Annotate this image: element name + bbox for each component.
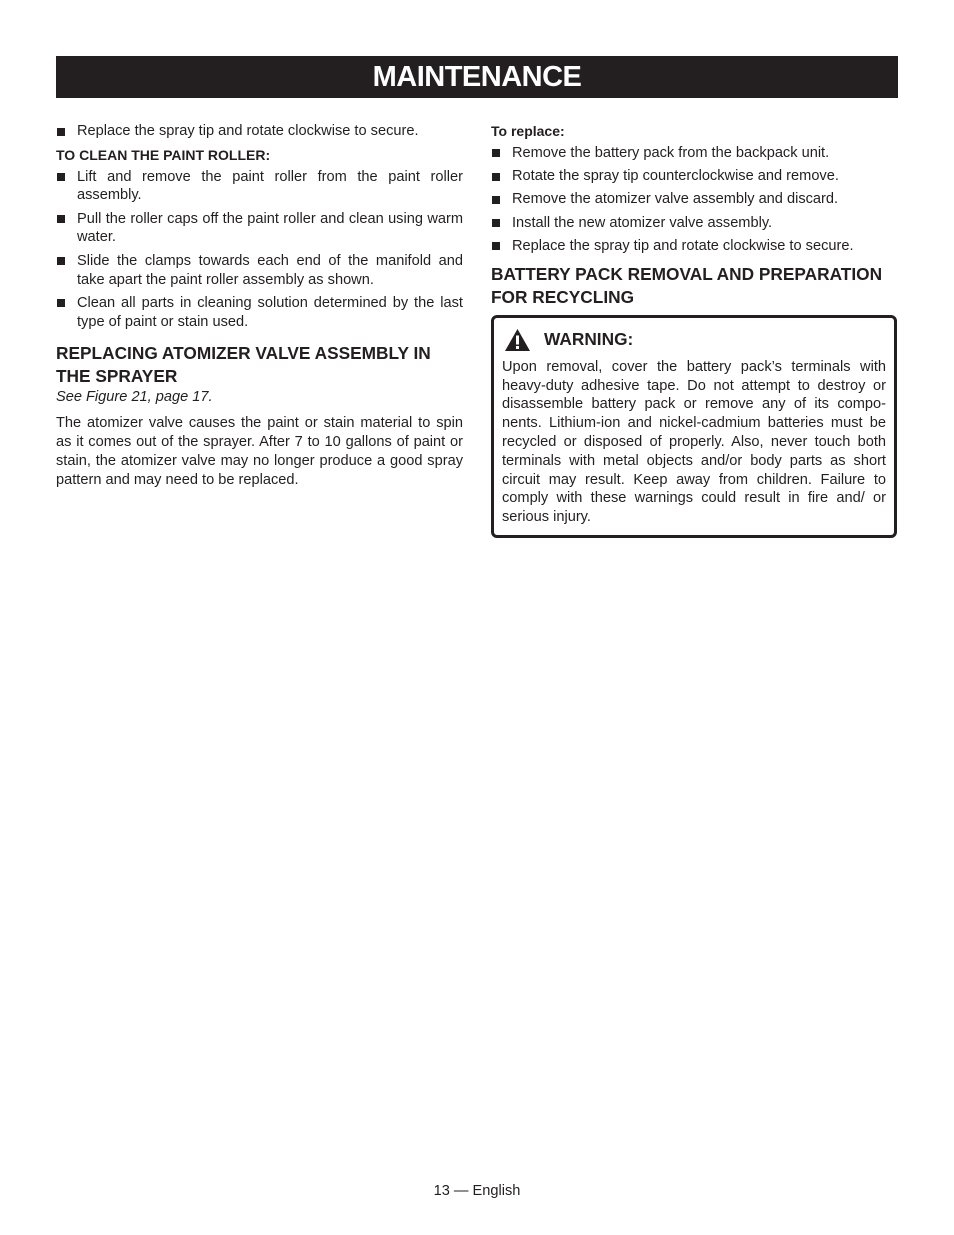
left-column <box>56 122 463 489</box>
roller-bullet-list <box>56 168 463 332</box>
right-column <box>491 122 898 538</box>
list-item: Lift and remove the paint roller from the paint roller assembly. <box>56 168 463 206</box>
atomizer-heading: REPLACING ATOMIZER VALVE ASSEMBLY IN THE SPRAYER <box>56 343 431 387</box>
battery-heading: BATTERY PACK REMOVAL AND PREPARATION FOR RECYCLING <box>491 263 883 307</box>
list-item: Clean all parts in cleaning solution determined by the last type of paint or stain used. <box>56 294 463 332</box>
list-item: Replace the spray tip and rotate clockwise to secure. <box>491 237 898 256</box>
list-item: Slide the clamps towards each end of the manifold and take apart the paint roller assembly as shown. <box>56 252 463 290</box>
intro-bullet-list <box>56 122 463 141</box>
warning-header <box>504 328 886 352</box>
warning-triangle-icon <box>504 328 531 352</box>
list-item: Remove the battery pack from the backpack unit. <box>491 144 898 163</box>
warning-label: WARNING: <box>544 329 634 350</box>
list-item: Replace the spray tip and rotate clockwise to secure. <box>56 122 463 141</box>
roller-heading: TO CLEAN THE PAINT ROLLER: <box>56 146 271 163</box>
replace-bullet-list <box>491 144 898 256</box>
list-item: Install the new atomizer valve assembly. <box>491 214 898 233</box>
atomizer-paragraph: The atomizer valve causes the paint or stain material to spin as it comes out of the sprayer. After 7 to 10 gallons of paint or stain, the atomizer valve may no longer produce a good spray pattern and may need to be replaced. <box>56 415 463 488</box>
warning-text: Upon removal, cover the battery pack’s terminals with heavy-duty adhesive tape. Do not attempt to destroy or disassemble battery pack or remove any of its compo-nents. Lithium-ion and nickel-cadmium batteries must be recycled or disposed of properly. Also, never touch both terminals with metal objects and/or body parts as short circuit may result. Keep away from children. Failure to comply with these warnings could result in fire and/ or serious injury. <box>502 358 886 526</box>
list-item: Rotate the spray tip counterclockwise and remove. <box>491 167 898 186</box>
replace-heading: To replace: <box>491 123 565 139</box>
page-title: MAINTENANCE <box>56 56 898 98</box>
warning-box <box>491 315 897 538</box>
figure-reference: See Figure 21, page 17. <box>56 389 213 406</box>
list-item: Remove the atomizer valve assembly and discard. <box>491 190 898 209</box>
page-footer: 13 — English <box>433 1183 521 1199</box>
list-item: Pull the roller caps off the paint roller and clean using warm water. <box>56 210 463 248</box>
